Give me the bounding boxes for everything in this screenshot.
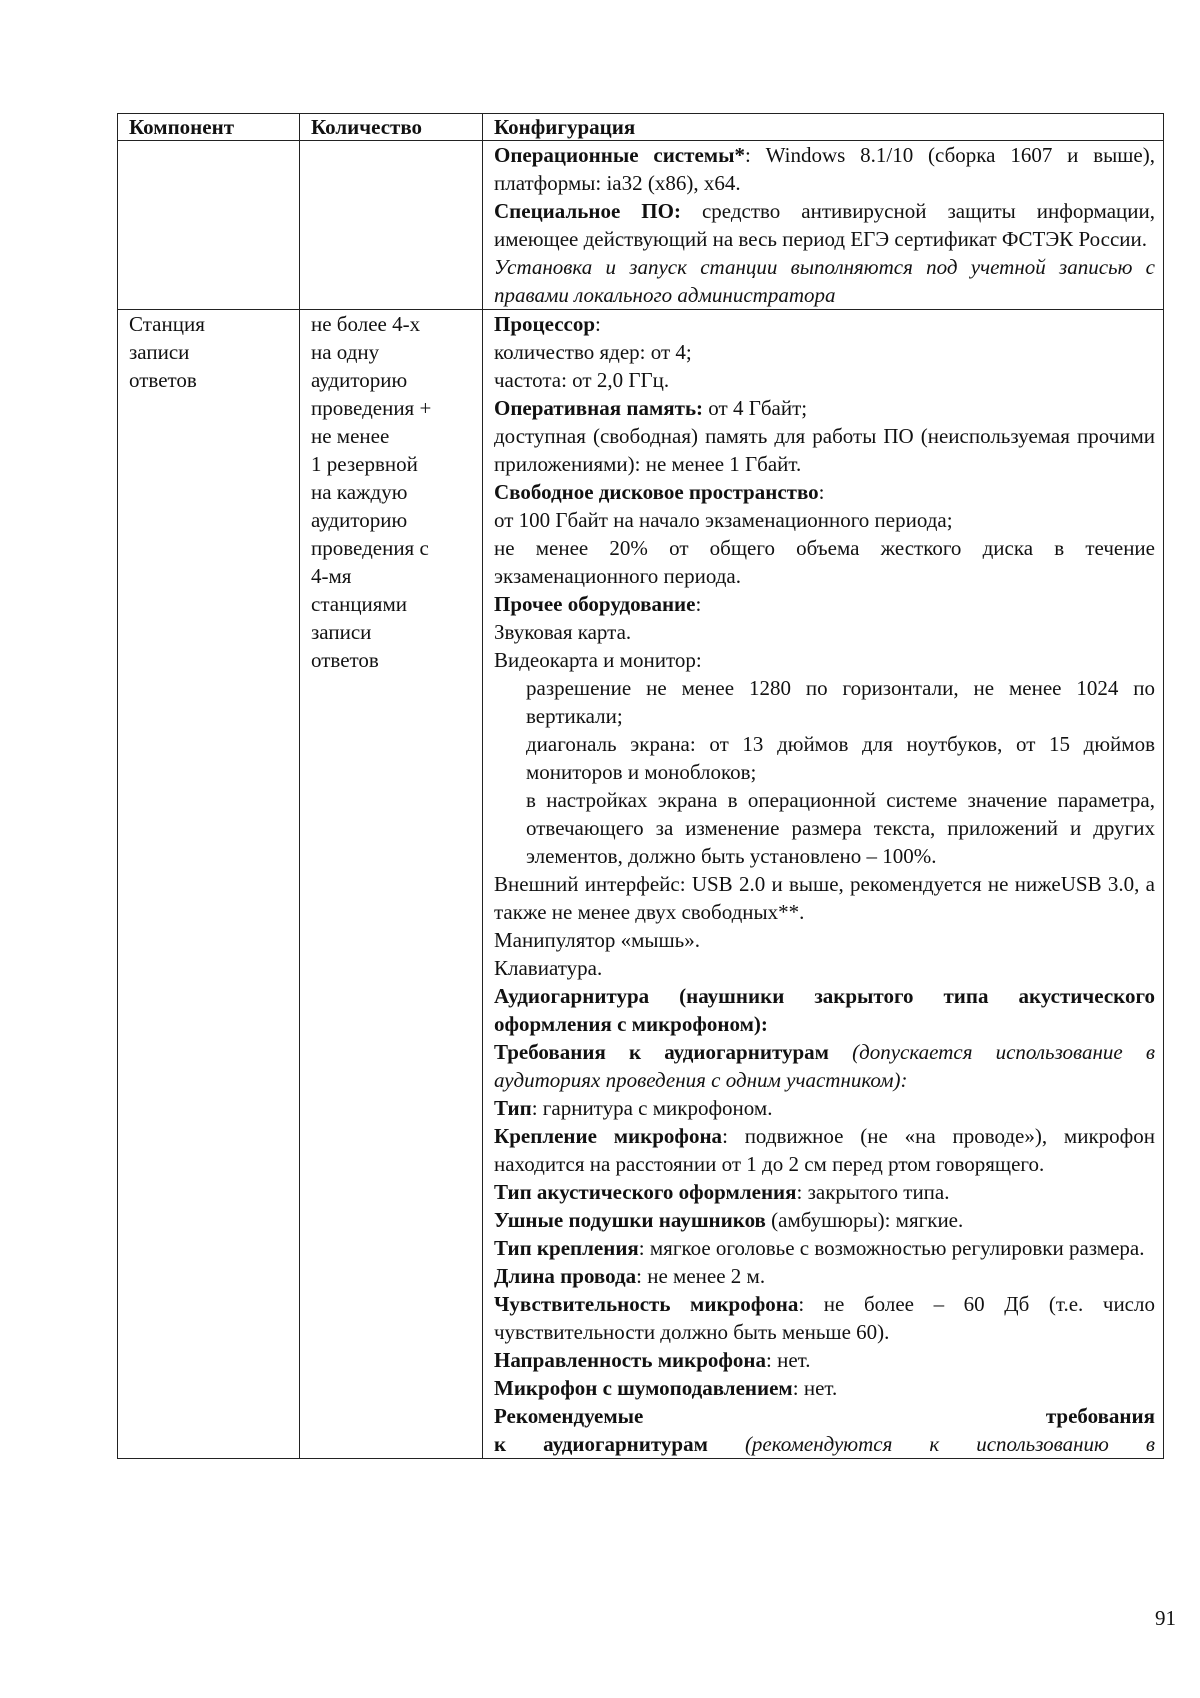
quantity-line: аудиторию [311,508,408,532]
row1-quantity-cell [300,141,483,310]
row2-component-cell [118,310,300,1459]
quantity-line: 4-мя [311,564,352,588]
component-line: Станция [129,312,205,336]
disk-1: от 100 Гбайт на начало экзаменационного периода; [494,508,953,532]
component-line: ответов [129,368,197,392]
requirements-table [117,113,1164,1459]
sw-text: средство антивирусной защиты информации, имеющее действующий на весь период ЕГЭ сертификат ФСТЭК России. [494,199,1155,251]
headset-requirements: Требования к аудиогарнитурам (допускается использование в аудиториях проведения с одним участником): [494,1040,1155,1092]
other-heading: Прочее оборудование: [494,592,702,616]
row1-configuration-cell [483,141,1164,310]
cable-length: Длина провода: не менее 2 м. [494,1264,766,1288]
row2-quantity-cell [300,310,483,1459]
video-item-1: разрешение не менее 1280 по горизонтали, не менее 1024 по вертикали; [526,676,1155,728]
quantity-line: станциями [311,592,407,616]
cpu-cores: количество ядер: от 4; [494,340,692,364]
quantity-line: проведения с [311,536,429,560]
sw-paragraph [494,197,1155,253]
quantity-line: не более 4-х [311,312,421,336]
disk-heading: Свободное дисковое пространство: [494,480,825,504]
quantity-line: на одну [311,340,380,364]
fixation-type: Тип крепления: мягкое оголовье с возможностью регулировки размера. [494,1236,1145,1260]
mic-sensitivity: Чувствительность микрофона: не более – 60 Дб (т.е. число чувствительности должно быть меньше 60). [494,1292,1155,1344]
quantity-line: не менее [311,424,390,448]
recommended-text: к аудиогарнитурам (рекомендуются к использованию в [494,1432,1155,1456]
ram-free: доступная (свободная) память для работы ПО (неиспользуемая прочими приложениями): не менее 1 Гбайт. [494,424,1155,476]
headset-heading: Аудиогарнитура (наушники закрытого типа акустического оформления с микрофоном): [494,984,1155,1036]
header-component: Компонент [118,114,300,141]
mic-mount: Крепление микрофона: подвижное (не «на проводе»), микрофон находится на расстоянии от 1 до 2 см перед ртом говорящего. [494,1124,1155,1176]
ear-cushions: Ушные подушки наушников (амбушюры): мягкие. [494,1208,964,1232]
mouse-text: Манипулятор «мышь». [494,928,700,952]
row2-configuration-cell [483,310,1164,1459]
video-heading: Видеокарта и монитор: [494,648,702,672]
quantity-line: ответов [311,648,379,672]
page-number: 91 [1155,1606,1176,1630]
disk-2: не менее 20% от общего объема жесткого диска в течение экзаменационного периода. [494,536,1155,588]
quantity-line: записи [311,620,372,644]
os-label: Операционные системы* [494,143,745,167]
mic-direction: Направленность микрофона: нет. [494,1348,811,1372]
component-line: записи [129,340,190,364]
quantity-line: аудиторию [311,368,408,392]
os-text: : Windows 8.1/10 (сборка 1607 и выше), платформы: ia32 (x86), x64. [494,143,1155,195]
ram-heading: Оперативная память: от 4 Гбайт; [494,396,808,420]
quantity-line: 1 резервной [311,452,418,476]
row1-component-cell [118,141,300,310]
quantity-line: проведения + [311,396,432,420]
cpu-freq: частота: от 2,0 ГГц. [494,368,670,392]
recommended-heading: Рекомендуемые требования [494,1404,1155,1428]
table-row [118,310,1164,1459]
video-item-2: диагональ экрана: от 13 дюймов для ноутбуков, от 15 дюймов мониторов и моноблоков; [526,732,1155,784]
quantity-line: на каждую [311,480,408,504]
usb-text: Внешний интерфейс: USB 2.0 и выше, рекомендуется не нижеUSB 3.0, а также не менее двух свободных**. [494,872,1155,924]
header-configuration: Конфигурация [483,114,1164,141]
keyboard-text: Клавиатура. [494,956,603,980]
table-row [118,141,1164,310]
os-paragraph [494,141,1155,197]
header-quantity: Количество [300,114,483,141]
sw-label: Специальное ПО: [494,199,681,223]
table-header-row [118,114,1164,141]
admin-note: Установка и запуск станции выполняются под учетной записью с правами локального администратора [494,255,1155,307]
mic-noise: Микрофон с шумоподавлением: нет. [494,1376,838,1400]
headset-type: Тип: гарнитура с микрофоном. [494,1096,773,1120]
sound-card: Звуковая карта. [494,620,632,644]
video-item-3: в настройках экрана в операционной системе значение параметра, отвечающего за изменение размера текста, приложений и других элементов, должно быть установлено – 100%. [526,788,1155,868]
acoustic-type: Тип акустического оформления: закрытого типа. [494,1180,950,1204]
cpu-heading: Процессор: [494,312,601,336]
